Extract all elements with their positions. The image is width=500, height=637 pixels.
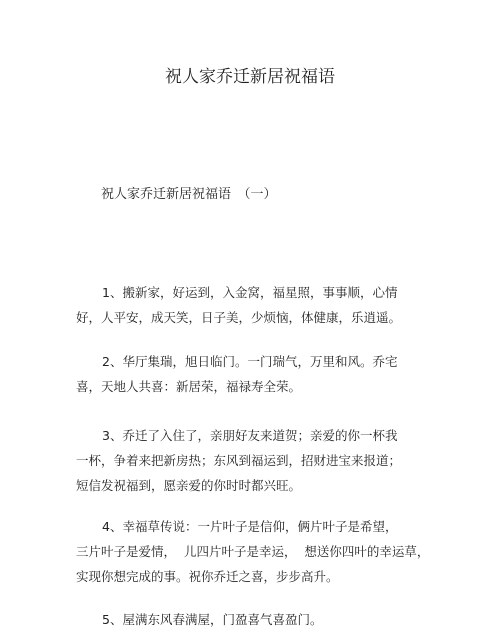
paragraph-2 — [76, 349, 416, 399]
section-title: 祝人家乔迁新居祝福语 （一） — [101, 187, 277, 202]
paragraph-line: 好，人平安，成天笑，日子美，少烦恼，体健康，乐逍遥。 — [76, 310, 402, 325]
paragraph-line: 喜，天地人共喜：新居荣，福禄寿全荣。 — [76, 379, 302, 394]
paragraph-line: 4、幸福草传说：一片叶子是信仰，俩片叶子是希望， — [102, 519, 398, 534]
paragraph-line: 实现你想完成的事。祝你乔迁之喜，步步高升。 — [76, 569, 339, 584]
paragraph-3 — [76, 423, 416, 498]
paragraph-line: 三片叶子是爱情， 儿四片叶子是幸运， 想送你四叶的幸运草， — [76, 544, 430, 559]
paragraph-line: 5、屋满东风春满屋，门盈喜气喜盈门。 — [102, 612, 323, 627]
paragraph-line: 3、乔迁了入住了，亲朋好友来道贺；亲爱的你一杯我 — [102, 428, 398, 443]
document-title: 祝人家乔迁新居祝福语 — [165, 67, 335, 87]
paragraph-4 — [76, 514, 430, 589]
paragraph-line: 2、华厅集瑞，旭日临门。一门瑞气，万里和风。乔宅 — [102, 354, 398, 369]
paragraph-line: 一杯，争着来把新房热；东风到福运到，招财进宝来报道； — [76, 453, 402, 468]
paragraph-1 — [76, 280, 416, 330]
paragraph-line: 短信发祝福到，愿亲爱的你时时都兴旺。 — [76, 478, 302, 493]
paragraph-5 — [76, 607, 416, 632]
paragraph-line: 1、搬新家，好运到，入金窝，福星照，事事顺，心情 — [102, 285, 398, 300]
